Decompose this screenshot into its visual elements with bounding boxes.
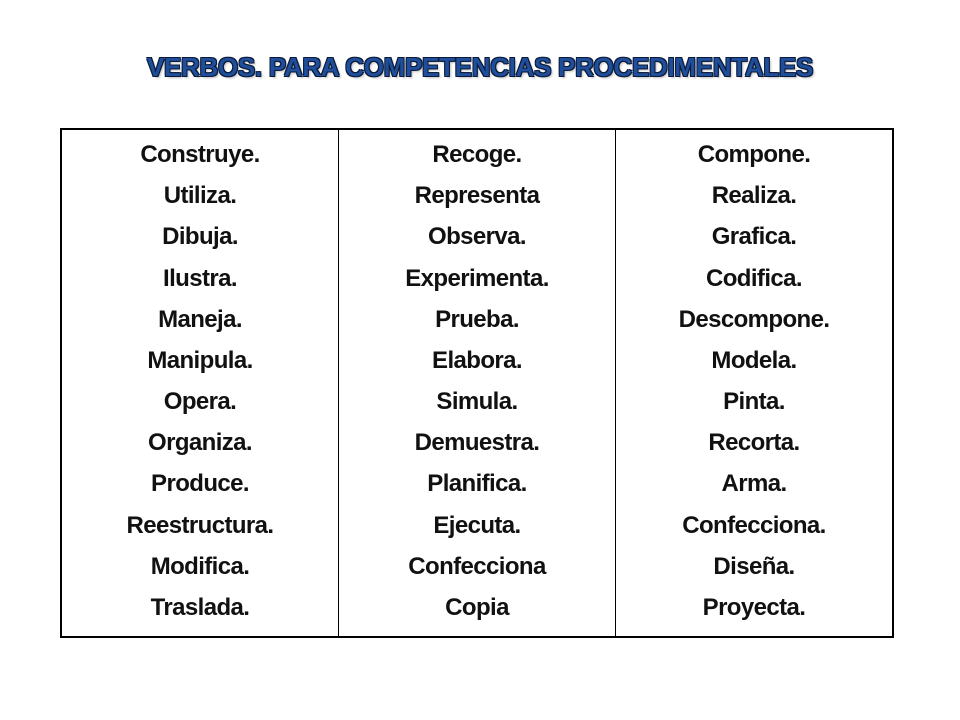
verb-cell: Organiza.: [148, 429, 252, 457]
verbs-column-2: [338, 130, 615, 636]
verb-cell: Diseña.: [713, 552, 795, 580]
verb-cell: Manipula.: [147, 346, 253, 374]
verb-cell: Recorta.: [708, 429, 800, 457]
verb-cell: Elabora.: [432, 346, 522, 374]
verbs-column-1: [62, 130, 338, 636]
verb-cell: Confecciona.: [682, 511, 826, 539]
verb-cell: Planifica.: [427, 470, 527, 498]
verb-cell: Traslada.: [150, 593, 250, 621]
verb-cell: Observa.: [428, 223, 526, 251]
verb-cell: Demuestra.: [414, 429, 540, 457]
verbs-table: [60, 128, 894, 638]
verb-cell: Codifica.: [706, 264, 802, 292]
verb-cell: Arma.: [721, 470, 787, 498]
verb-cell: Descompone.: [678, 305, 830, 333]
verb-cell: Recoge.: [432, 141, 522, 168]
verb-cell: Confecciona: [408, 552, 546, 580]
verb-cell: Construye.: [140, 141, 260, 168]
slide-title: VERBOS. PARA COMPETENCIAS PROCEDIMENTALES: [146, 52, 814, 82]
verb-cell: Reestructura.: [126, 511, 274, 539]
verb-cell: Proyecta.: [702, 593, 806, 621]
verb-cell: Representa: [414, 182, 540, 210]
verb-cell: Ilustra.: [163, 264, 237, 292]
verb-cell: Copia: [445, 593, 509, 621]
verb-cell: Simula.: [436, 388, 518, 416]
verb-cell: Ejecuta.: [433, 511, 521, 539]
verb-cell: Maneja.: [158, 305, 242, 333]
verb-cell: Opera.: [163, 388, 237, 416]
verbs-column-3: [615, 130, 892, 636]
verb-cell: Modela.: [711, 346, 797, 374]
verb-cell: Utiliza.: [163, 182, 237, 210]
verb-cell: Realiza.: [711, 182, 797, 210]
verb-cell: Produce.: [151, 470, 249, 498]
verb-cell: Prueba.: [435, 305, 519, 333]
verb-cell: Modifica.: [150, 552, 250, 580]
verb-cell: Grafica.: [711, 223, 797, 251]
verb-cell: Experimenta.: [405, 264, 549, 292]
verb-cell: Compone.: [697, 141, 811, 168]
verb-cell: Dibuja.: [162, 223, 238, 251]
verb-cell: Pinta.: [723, 388, 785, 416]
